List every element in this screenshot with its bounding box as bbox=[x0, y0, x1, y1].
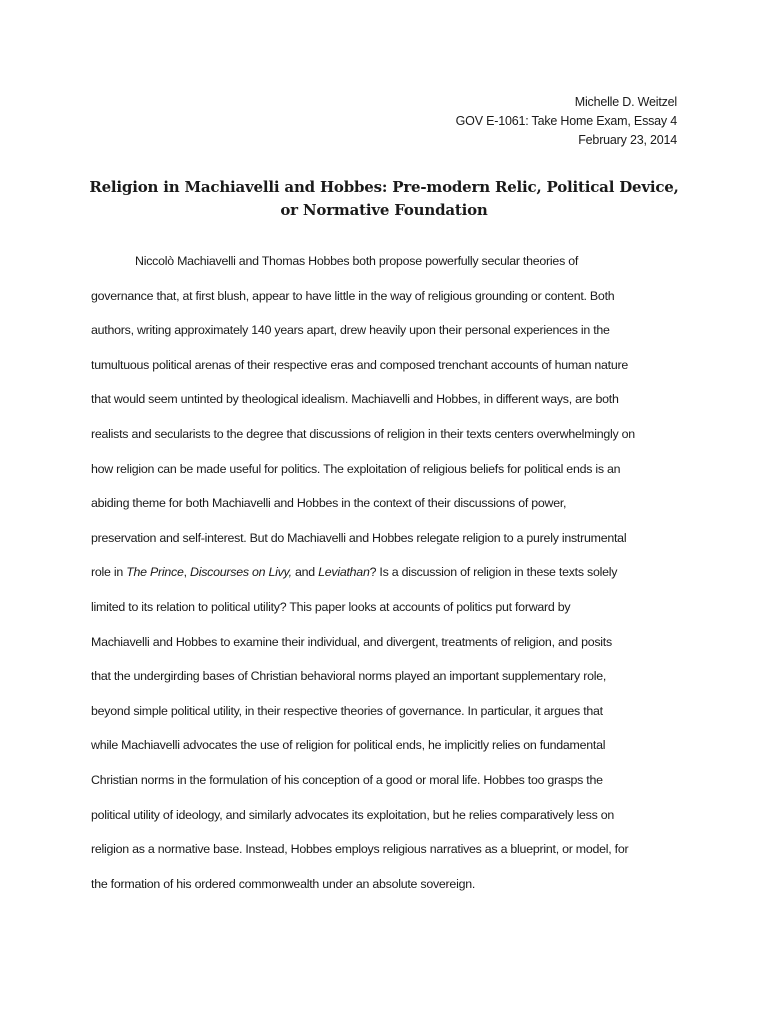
text-line: religion as a normative base. Instead, Hobbes employs religious narratives as a blueprint, or model, for bbox=[91, 842, 629, 857]
text-fragment: ? Is a discussion of religion in these texts solely bbox=[369, 565, 618, 580]
document-header bbox=[456, 93, 677, 150]
text-line: that would seem untinted by theological idealism. Machiavelli and Hobbes, in different ways, are both bbox=[91, 392, 619, 407]
text-line-with-titles bbox=[91, 561, 691, 596]
author-name: Michelle D. Weitzel bbox=[574, 95, 677, 109]
text-line: the formation of his ordered commonwealth under an absolute sovereign. bbox=[91, 876, 476, 891]
text-line: how religion can be made useful for politics. The exploitation of religious beliefs for political ends is an bbox=[91, 461, 621, 476]
text-line: that the undergirding bases of Christian behavioral norms played an important supplementary role, bbox=[91, 669, 607, 684]
book-title-discourses: Discourses on Livy, bbox=[190, 565, 292, 580]
text-line: Niccolò Machiavelli and Thomas Hobbes both propose powerfully secular theories of bbox=[135, 254, 579, 268]
text-fragment: and bbox=[291, 565, 319, 580]
book-title-leviathan: Leviathan bbox=[318, 565, 370, 580]
text-line: limited to its relation to political utility? This paper looks at accounts of politics put forward by bbox=[91, 599, 571, 614]
text-line: authors, writing approximately 140 years apart, drew heavily upon their personal experiences in the bbox=[91, 323, 610, 338]
book-title-prince: The Prince bbox=[126, 565, 184, 580]
course-info: GOV E-1061: Take Home Exam, Essay 4 bbox=[455, 114, 677, 128]
body-paragraph bbox=[91, 250, 691, 907]
document-title bbox=[60, 176, 708, 222]
text-fragment: , bbox=[183, 565, 191, 580]
title-line-1: Religion in Machiavelli and Hobbes: Pre-modern Relic, Political Device, bbox=[89, 178, 679, 196]
text-line: preservation and self-interest. But do Machiavelli and Hobbes relegate religion to a purely instrumental bbox=[91, 530, 627, 545]
title-line-2: or Normative Foundation bbox=[280, 201, 488, 219]
text-fragment: role in bbox=[91, 565, 127, 580]
text-line: realists and secularists to the degree that discussions of religion in their texts centers overwhelmingly on bbox=[91, 426, 635, 441]
text-line: beyond simple political utility, in their respective theories of governance. In particular, it argues that bbox=[91, 703, 603, 718]
text-line: while Machiavelli advocates the use of religion for political ends, he implicitly relies on fundamental bbox=[91, 738, 606, 753]
text-line: Christian norms in the formulation of his conception of a good or moral life. Hobbes too grasps the bbox=[91, 772, 603, 787]
text-line: governance that, at first blush, appear to have little in the way of religious grounding or content. Both bbox=[91, 288, 615, 303]
text-line: abiding theme for both Machiavelli and Hobbes in the context of their discussions of power, bbox=[91, 496, 567, 511]
text-line: political utility of ideology, and similarly advocates its exploitation, but he relies comparatively less on bbox=[91, 807, 615, 822]
text-line: tumultuous political arenas of their respective eras and composed trenchant accounts of human nature bbox=[91, 357, 629, 372]
document-date: February 23, 2014 bbox=[578, 133, 677, 147]
text-line: Machiavelli and Hobbes to examine their individual, and divergent, treatments of religion, and posits bbox=[91, 634, 612, 649]
